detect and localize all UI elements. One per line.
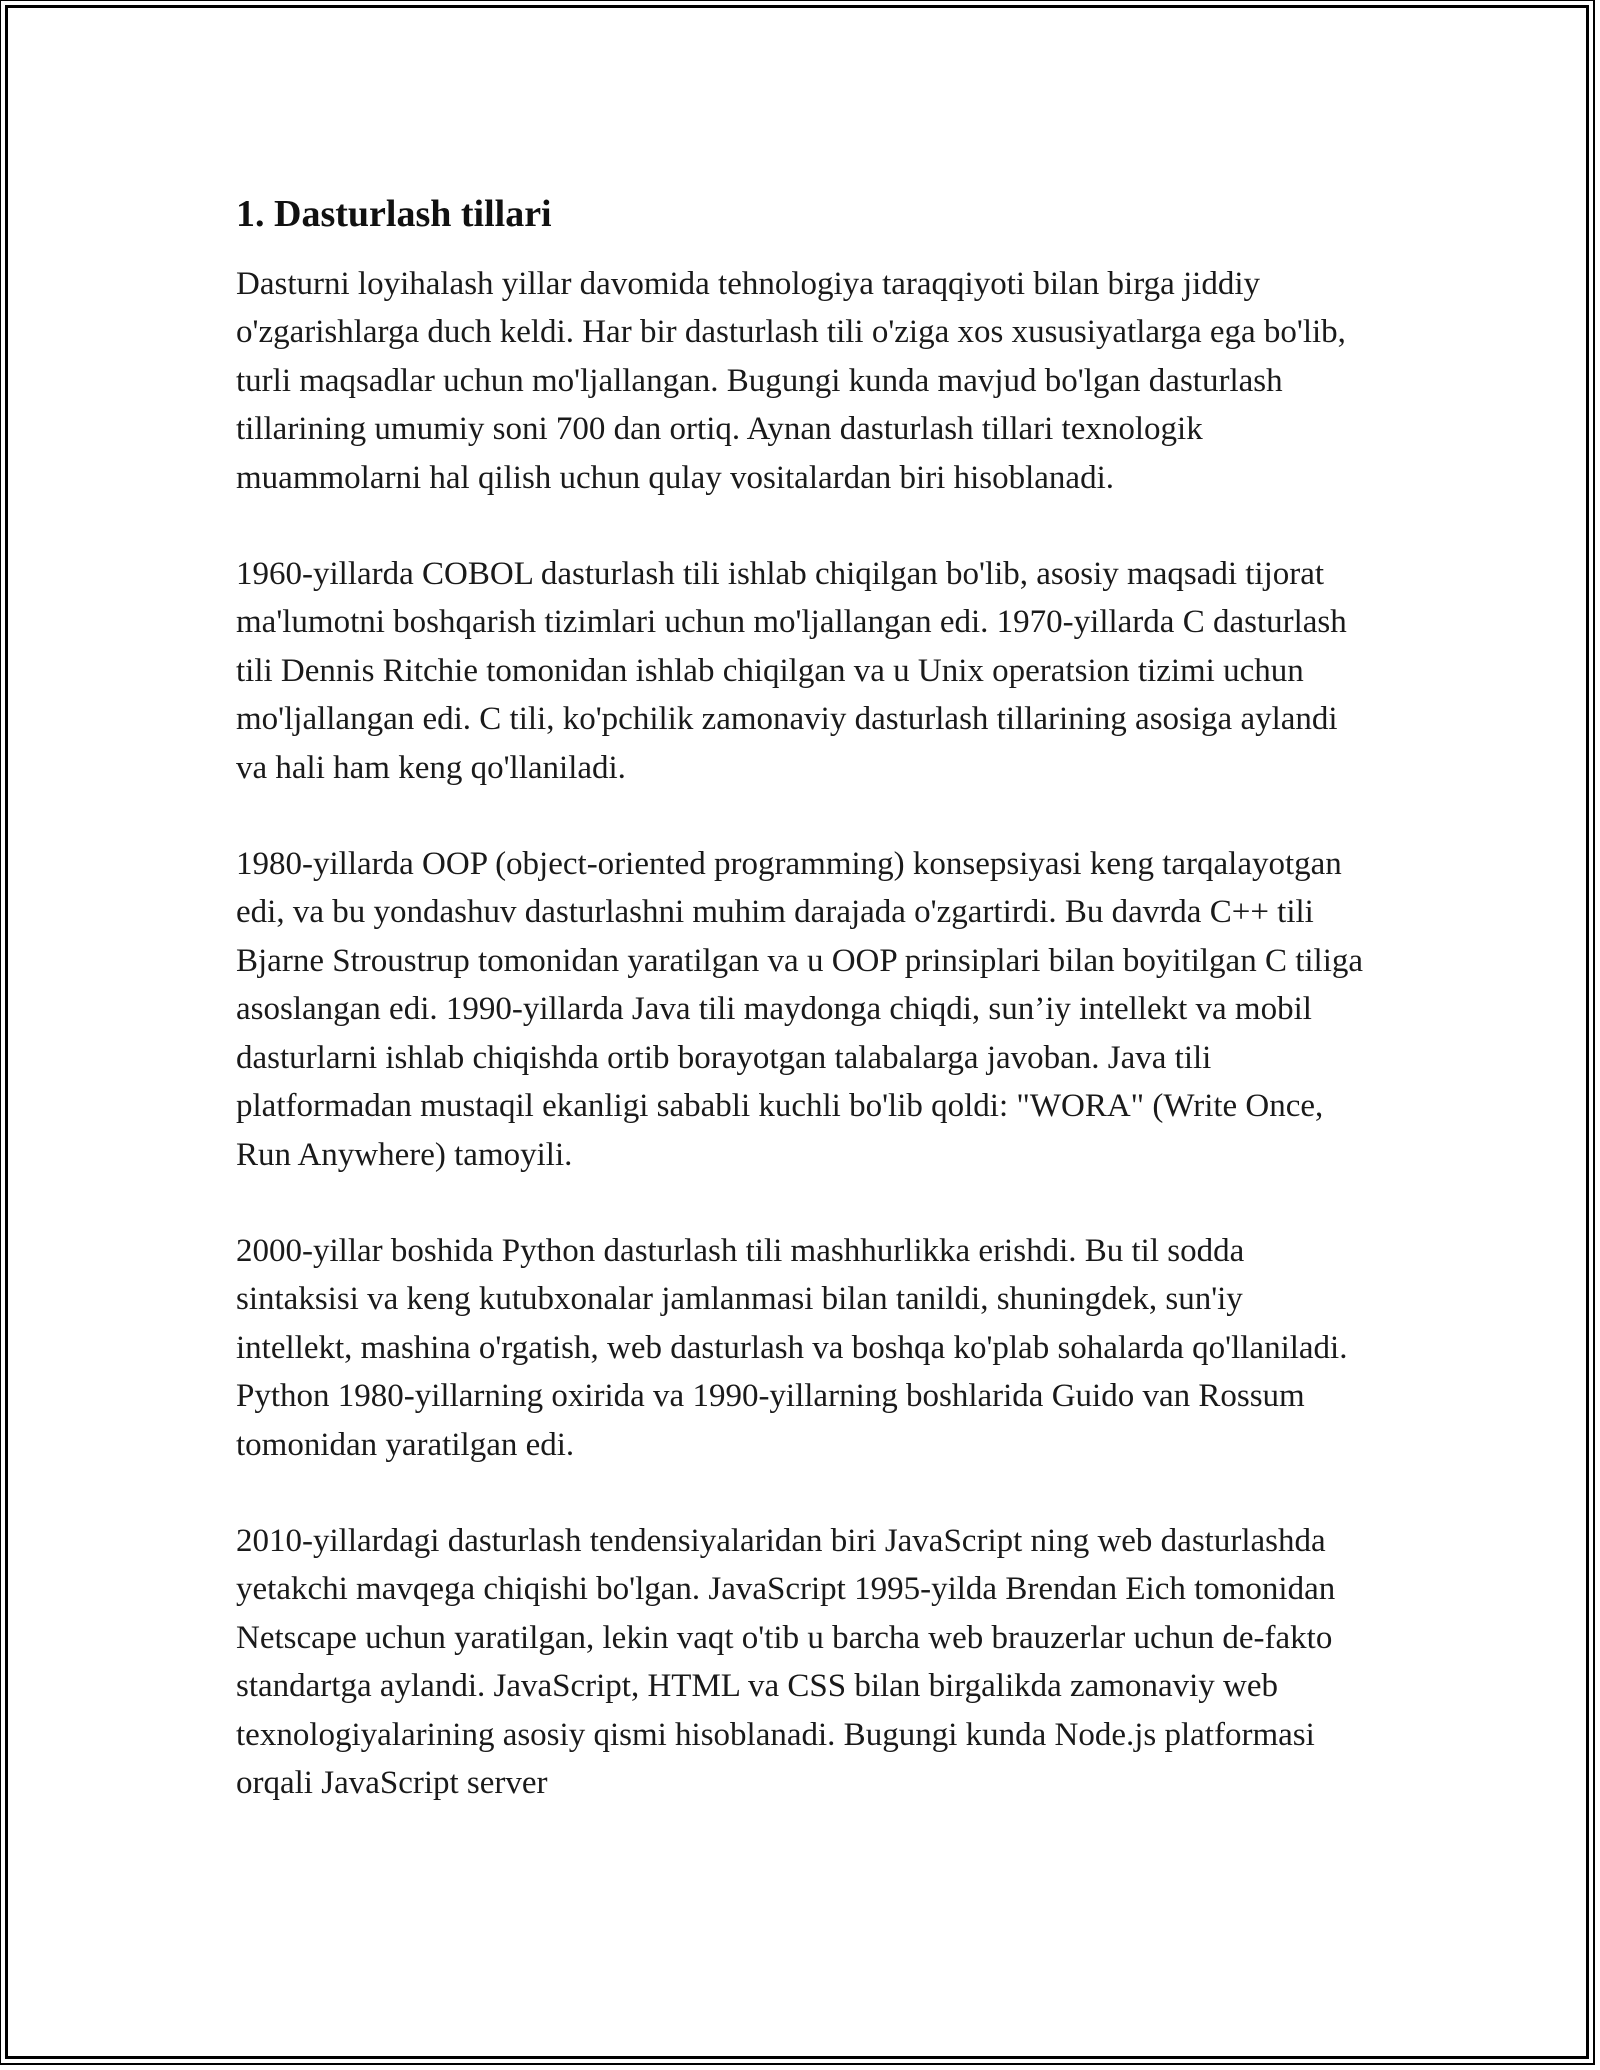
paragraph-1: Dasturni loyihalash yillar davomida tehnologiya taraqqiyoti bilan birga jiddiy o'zgarishlarga duch keldi. Har bir dasturlash tili o'ziga xos xususiyatlarga ega bo'lib, turli maqsadlar uchun mo'ljallangan. Bugungi kunda mavjud bo'lgan dasturlash tillarining umumiy soni 700 dan ortiq. Aynan dasturlash tillari texnologik muammolarni hal qilish uchun qulay vositalardan biri hisoblanadi. [236, 266, 1346, 496]
section-title: 1. Dasturlash tillari [236, 193, 552, 235]
paragraph-4: 2000-yillar boshida Python dasturlash tili mashhurlikka erishdi. Bu til sodda sintaksisi va keng kutubxonalar jamlanmasi bilan tanildi, shuningdek, sun'iy intellekt, mashina o'rgatish, web dasturlash va boshqa ko'plab sohalarda qo'llaniladi. Python 1980-yillarning oxirida va 1990-yillarning boshlarida Guido van Rossum tomonidan yaratilgan edi. [236, 1232, 1348, 1463]
paragraph-2: 1960-yillarda COBOL dasturlash tili ishlab chiqilgan bo'lib, asosiy maqsadi tijorat ma'lumotni boshqarish tizimlari uchun mo'ljallangan edi. 1970-yillarda C dasturlash tili Dennis Ritchie tomonidan ishlab chiqilgan va u Unix operatsion tizimi uchun mo'ljallangan edi. C tili, ko'pchilik zamonaviy dasturlash tillarining asosiga aylandi va hali ham keng qo'llaniladi. [236, 556, 1347, 786]
document-body [236, 188, 1366, 1855]
paragraph-3: 1980-yillarda OOP (object-oriented programming) konsepsiyasi keng tarqalayotgan edi, va bu yondashuv dasturlashni muhim darajada o'zgartirdi. Bu davrda C++ tili Bjarne Stroustrup tomonidan yaratilgan va u OOP prinsiplari bilan boyitilgan C tiliga asoslangan edi. 1990-yillarda Java tili maydonga chiqdi, sun’iy intellekt va mobil dasturlarni ishlab chiqishda ortib borayotgan talabalarga javoban. Java tili platformadan mustaqil ekanligi sababli kuchli bo'lib qoldi: "WORA" (Write Once, Run Anywhere) tamoyili. [236, 846, 1364, 1173]
paragraph-5: 2010-yillardagi dasturlash tendensiyalaridan biri JavaScript ning web dasturlashda yetakchi mavqega chiqishi bo'lgan. JavaScript 1995-yilda Brendan Eich tomonidan Netscape uchun yaratilgan, lekin vaqt o'tib u barcha web brauzerlar uchun de-fakto standartga aylandi. JavaScript, HTML va CSS bilan birgalikda zamonaviy web texnologiyalarining asosiy qismi hisoblanadi. Bugungi kunda Node.js platformasi orqali JavaScript server [236, 1522, 1336, 1801]
